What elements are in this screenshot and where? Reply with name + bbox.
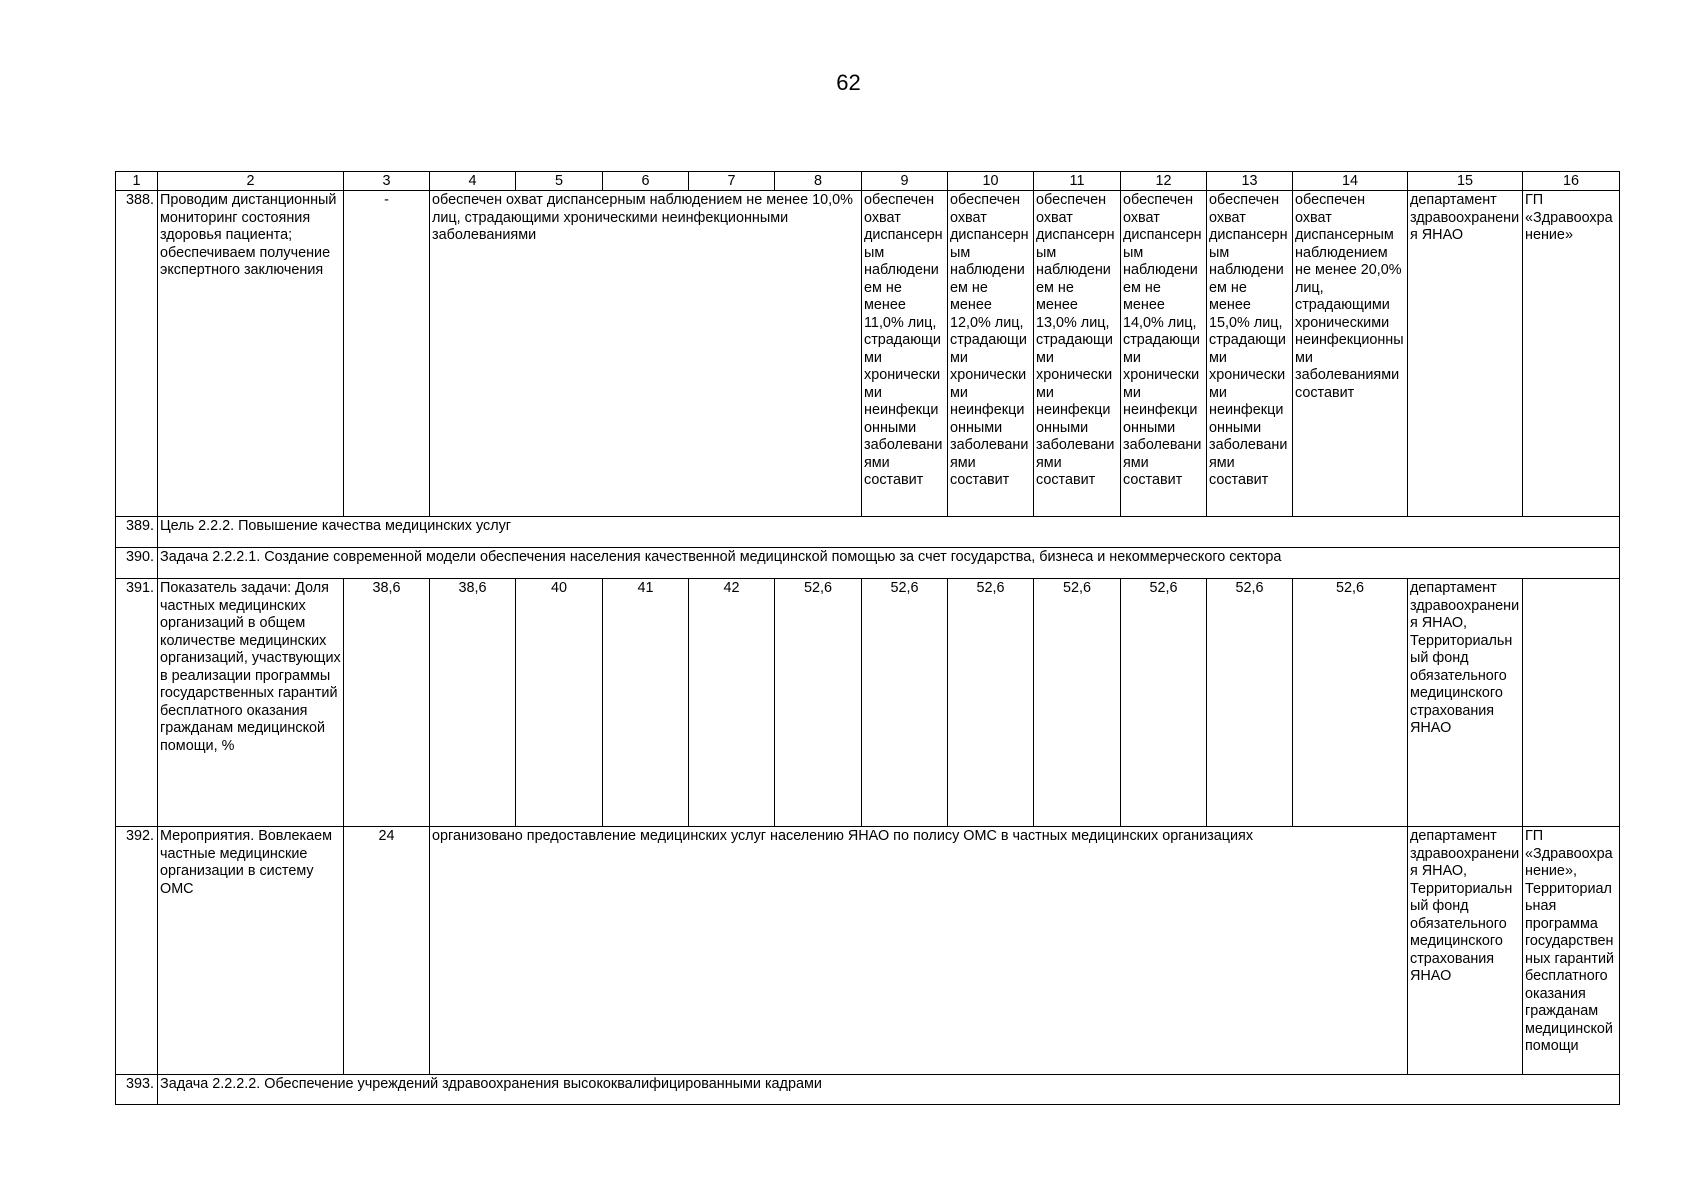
value-cell: 52,6	[775, 579, 862, 827]
value-cell: 40	[516, 579, 603, 827]
result-cell-col12: обеспечен охват диспансерным наблюдением не менее 14,0% лиц, страдающими хроническими неинфекционными заболеваниями составит	[1121, 191, 1207, 517]
program-indicators-table	[115, 171, 1620, 1105]
value-cell: 52,6	[862, 579, 948, 827]
result-cell-cols-4-8: обеспечен охват диспансерным наблюдением не менее 10,0% лиц, страдающими хроническими неинфекционными заболеваниями	[430, 191, 862, 517]
row-number: 390.	[116, 548, 158, 579]
task-heading: Задача 2.2.2.2. Обеспечение учреждений здравоохранения высококвалифицированными кадрами	[158, 1075, 1620, 1105]
column-number: 1	[116, 172, 158, 191]
row-number: 391.	[116, 579, 158, 827]
table-row	[116, 1075, 1620, 1105]
value-cell: 52,6	[1121, 579, 1207, 827]
column-number: 15	[1408, 172, 1523, 191]
responsible-cell: департамент здравоохранения ЯНАО, Территориальный фонд обязательного медицинского страхования ЯНАО	[1408, 579, 1523, 827]
program-cell: ГП «Здравоохранение», Территориальная программа государственных гарантий бесплатного оказания гражданам медицинской помощи	[1523, 827, 1620, 1075]
result-cell-col11: обеспечен охват диспансерным наблюдением не менее 13,0% лиц, страдающими хроническими неинфекционными заболеваниями составит	[1034, 191, 1121, 517]
column-number: 13	[1207, 172, 1293, 191]
result-cell-col14: обеспечен охват диспансерным наблюдением не менее 20,0% лиц, страдающими хроническими неинфекционными заболеваниями составит	[1293, 191, 1408, 517]
table-row	[116, 191, 1620, 517]
column-number: 10	[948, 172, 1034, 191]
result-cell-col9: обеспечен охват диспансерным наблюдением не менее 11,0% лиц, страдающими хроническими неинфекционными заболеваниями составит	[862, 191, 948, 517]
column-number: 16	[1523, 172, 1620, 191]
column-number: 3	[344, 172, 430, 191]
value-cell: 38,6	[344, 579, 430, 827]
program-cell	[1523, 579, 1620, 827]
cell-col3: 24	[344, 827, 430, 1075]
page-number: 62	[836, 70, 861, 95]
column-number: 12	[1121, 172, 1207, 191]
table-row	[116, 517, 1620, 548]
value-cell: 52,6	[948, 579, 1034, 827]
value-cell: 52,6	[1293, 579, 1408, 827]
row-name: Проводим дистанционный мониторинг состояния здоровья пациента; обеспечиваем получение экспертного заключения	[158, 191, 344, 517]
task-heading: Задача 2.2.2.1. Создание современной модели обеспечения населения качественной медицинской помощью за счет государства, бизнеса и некоммерческого сектора	[158, 548, 1620, 579]
row-number: 389.	[116, 517, 158, 548]
result-cell-col13: обеспечен охват диспансерным наблюдением не менее 15,0% лиц, страдающими хроническими неинфекционными заболеваниями составит	[1207, 191, 1293, 517]
table-row	[116, 579, 1620, 827]
column-number: 8	[775, 172, 862, 191]
row-name: Показатель задачи: Доля частных медицинских организаций в общем количестве медицинских организаций, участвующих в реализации программы государственных гарантий бесплатного оказания гражданам медицинской помощи, %	[158, 579, 344, 827]
value-cell: 38,6	[430, 579, 516, 827]
value-cell: 52,6	[1034, 579, 1121, 827]
responsible-cell: департамент здравоохранения ЯНАО	[1408, 191, 1523, 517]
cell-col3: -	[344, 191, 430, 517]
column-number-header-row	[116, 172, 1620, 191]
result-cell-col10: обеспечен охват диспансерным наблюдением не менее 12,0% лиц, страдающими хроническими неинфекционными заболеваниями составит	[948, 191, 1034, 517]
row-name: Мероприятия. Вовлекаем частные медицинские организации в систему ОМС	[158, 827, 344, 1075]
value-cell: 41	[603, 579, 689, 827]
goal-heading: Цель 2.2.2. Повышение качества медицинских услуг	[158, 517, 1620, 548]
column-number: 11	[1034, 172, 1121, 191]
column-number: 9	[862, 172, 948, 191]
result-cell-cols-4-14: организовано предоставление медицинских услуг населению ЯНАО по полису ОМС в частных медицинских организациях	[430, 827, 1408, 1075]
responsible-cell: департамент здравоохранения ЯНАО, Территориальный фонд обязательного медицинского страхования ЯНАО	[1408, 827, 1523, 1075]
program-cell: ГП «Здравоохранение»	[1523, 191, 1620, 517]
column-number: 4	[430, 172, 516, 191]
value-cell: 42	[689, 579, 775, 827]
column-number: 6	[603, 172, 689, 191]
value-cell: 52,6	[1207, 579, 1293, 827]
column-number: 2	[158, 172, 344, 191]
row-number: 388.	[116, 191, 158, 517]
column-number: 14	[1293, 172, 1408, 191]
table-row	[116, 548, 1620, 579]
column-number: 5	[516, 172, 603, 191]
column-number: 7	[689, 172, 775, 191]
table-row	[116, 827, 1620, 1075]
row-number: 393.	[116, 1075, 158, 1105]
row-number: 392.	[116, 827, 158, 1075]
